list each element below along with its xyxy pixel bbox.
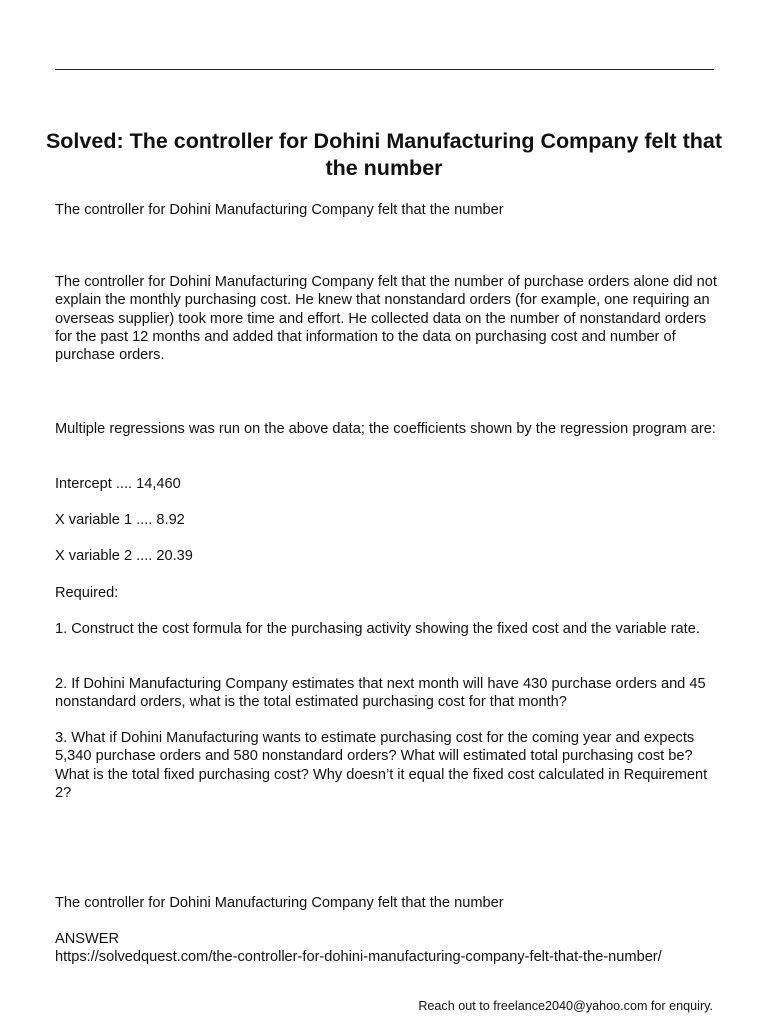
footer-contact: Reach out to freelance2040@yahoo.com for enquiry. xyxy=(418,999,713,1013)
top-divider xyxy=(55,69,714,70)
coefficient-x-variable-2: X variable 2 .... 20.39 xyxy=(55,548,193,564)
requirement-3: 3. What if Dohini Manufacturing wants to estimate purchasing cost for the coming year and expects 5,340 purchase orders and 580 nonstandard orders? What will estimated total purchasing cost be? What is the total fixed purchasing cost? Why doesn’t it equal the fixed cost calculated in Requirement 2? xyxy=(55,730,708,801)
requirement-2: 2. If Dohini Manufacturing Company estimates that next month will have 430 purchase orders and 45 nonstandard orders, what is the total estimated purchasing cost for that month? xyxy=(55,676,706,711)
page-title: Solved: The controller for Dohini Manufacturing Company felt that the number xyxy=(45,129,723,180)
coefficient-x-variable-1: X variable 1 .... 8.92 xyxy=(55,512,185,528)
answer-link[interactable]: https://solvedquest.com/the-controller-for-dohini-manufacturing-company-felt-that-the-number/ xyxy=(55,949,662,965)
regression-paragraph: Multiple regressions was run on the above data; the coefficients shown by the regression program are: xyxy=(55,421,716,437)
closing-line: The controller for Dohini Manufacturing Company felt that the number xyxy=(55,895,504,911)
requirement-1: 1. Construct the cost formula for the purchasing activity showing the fixed cost and the variable rate. xyxy=(55,621,700,637)
required-label: Required: xyxy=(55,585,119,601)
subtitle: The controller for Dohini Manufacturing Company felt that the number xyxy=(55,202,504,218)
intro-paragraph: The controller for Dohini Manufacturing Company felt that the number of purchase orders alone did not explain the monthly purchasing cost. He knew that nonstandard orders (for example, one requiring an overseas supplier) took more time and effort. He collected data on the number of nonstandard orders for the past 12 months and added that information to the data on purchasing cost and number of purchase orders. xyxy=(55,274,717,364)
coefficient-intercept: Intercept .... 14,460 xyxy=(55,476,181,492)
answer-label: ANSWER xyxy=(55,931,120,947)
